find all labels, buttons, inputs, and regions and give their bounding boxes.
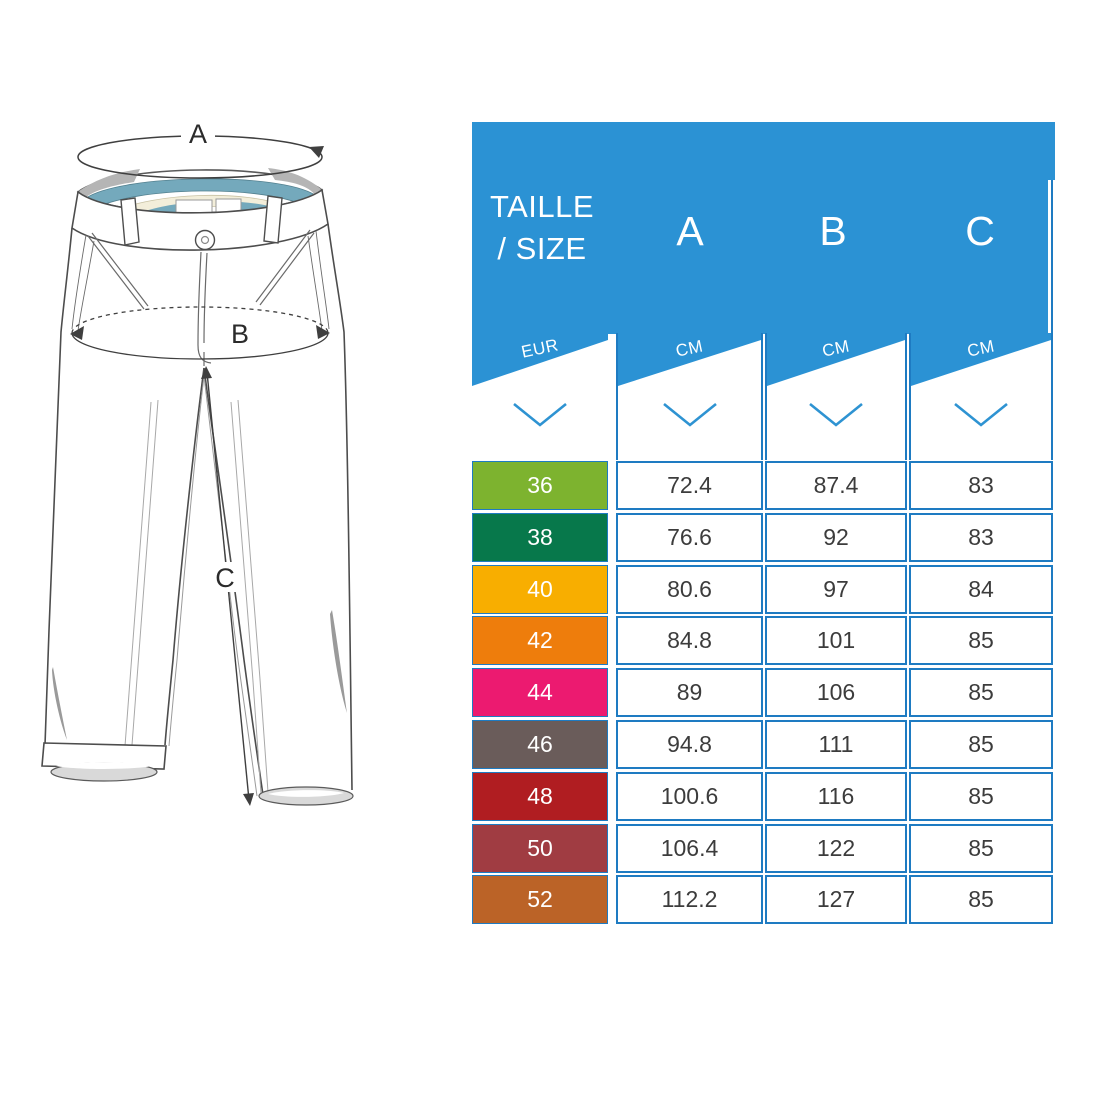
right-hem [259, 787, 353, 805]
value-a-cell: 100.6 [616, 772, 763, 821]
unit-selector-label: CM [965, 336, 997, 361]
column-header-c: C [965, 208, 995, 254]
unit-selector-label: CM [673, 336, 705, 361]
value-c-cell: 85 [909, 720, 1053, 769]
value-b-cell: 111 [765, 720, 907, 769]
size-cell: 50 [472, 824, 608, 873]
belt-loop-right [264, 196, 282, 243]
value-c-cell: 85 [909, 616, 1053, 665]
size-column-title-line2: / SIZE [497, 231, 587, 266]
value-b-cell: 122 [765, 824, 907, 873]
table-row [472, 461, 1055, 510]
table-row [472, 772, 1055, 821]
waist-arrow-a [78, 116, 324, 178]
table-row [472, 668, 1055, 717]
label-c: C [215, 563, 235, 593]
value-b-cell: 97 [765, 565, 907, 614]
size-cell: 52 [472, 875, 608, 924]
table-row [472, 720, 1055, 769]
table-header-top-strip [472, 122, 1055, 180]
table-row [472, 565, 1055, 614]
button-icon [196, 231, 215, 250]
size-cell: 42 [472, 616, 608, 665]
value-a-cell: 84.8 [616, 616, 763, 665]
table-row [472, 875, 1055, 924]
value-c-cell: 83 [909, 513, 1053, 562]
size-cell: 40 [472, 565, 608, 614]
label-b: B [230, 319, 250, 349]
unit-selector-a[interactable] [616, 333, 763, 460]
value-b-cell: 92 [765, 513, 907, 562]
left-cuff [42, 743, 166, 781]
value-b-cell: 87.4 [765, 461, 907, 510]
chevron-down-icon[interactable] [807, 401, 865, 429]
value-c-cell: 85 [909, 772, 1053, 821]
value-c-cell: 83 [909, 461, 1053, 510]
pants-silhouette [44, 190, 352, 807]
chevron-down-icon[interactable] [952, 401, 1010, 429]
size-cell: 46 [472, 720, 608, 769]
size-column-title [472, 186, 612, 270]
unit-selector-b[interactable] [765, 333, 907, 460]
column-header-a: A [676, 208, 704, 254]
unit-selector-label: EUR [519, 335, 561, 362]
size-column-title-line1: TAILLE [489, 189, 595, 224]
value-c-cell: 85 [909, 668, 1053, 717]
label-a: A [188, 119, 208, 149]
size-cell: 48 [472, 772, 608, 821]
chevron-down-icon[interactable] [661, 401, 719, 429]
size-cell: 38 [472, 513, 608, 562]
column-header-b: B [819, 208, 847, 254]
value-b-cell: 116 [765, 772, 907, 821]
value-a-cell: 80.6 [616, 565, 763, 614]
size-table [472, 122, 1055, 928]
value-a-cell: 76.6 [616, 513, 763, 562]
pants-diagram [28, 100, 458, 920]
chevron-down-icon[interactable] [511, 401, 569, 429]
unit-selector-c[interactable] [909, 333, 1053, 460]
value-b-cell: 106 [765, 668, 907, 717]
value-a-cell: 112.2 [616, 875, 763, 924]
size-cell: 44 [472, 668, 608, 717]
value-a-cell: 72.4 [616, 461, 763, 510]
value-b-cell: 127 [765, 875, 907, 924]
value-a-cell: 106.4 [616, 824, 763, 873]
unit-selector-eur[interactable] [472, 333, 608, 460]
table-row [472, 824, 1055, 873]
value-a-cell: 89 [616, 668, 763, 717]
belt-loop-left [121, 198, 139, 245]
value-c-cell: 85 [909, 875, 1053, 924]
value-c-cell: 84 [909, 565, 1053, 614]
size-cell: 36 [472, 461, 608, 510]
value-c-cell: 85 [909, 824, 1053, 873]
value-b-cell: 101 [765, 616, 907, 665]
table-rows [472, 461, 1055, 927]
table-row [472, 513, 1055, 562]
value-a-cell: 94.8 [616, 720, 763, 769]
table-row [472, 616, 1055, 665]
table-right-border [1051, 180, 1053, 334]
unit-selector-label: CM [820, 336, 852, 361]
